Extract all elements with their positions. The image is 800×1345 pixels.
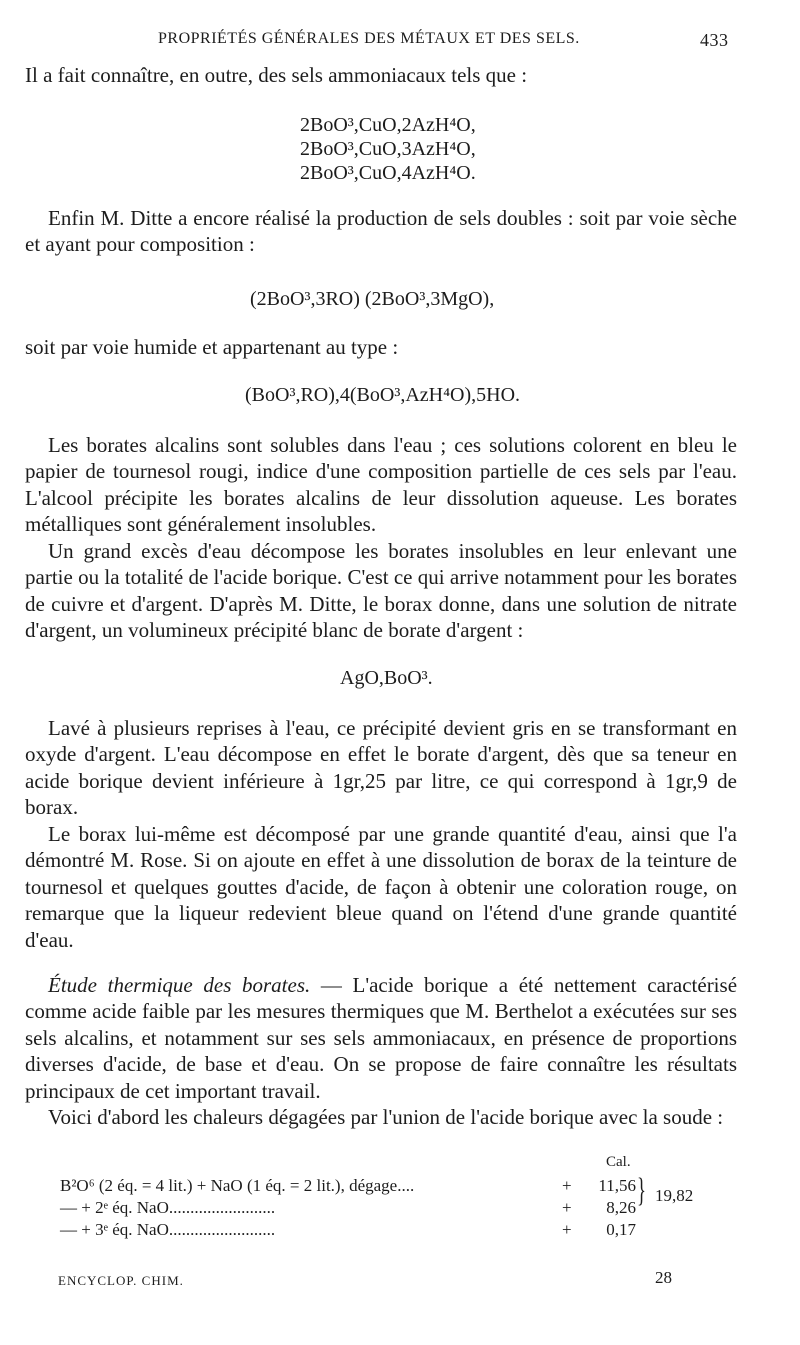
brace-icon: }: [637, 1172, 646, 1209]
row-value: 0,17: [606, 1220, 636, 1239]
signature-number: 28: [655, 1268, 672, 1287]
page-number: 433: [700, 30, 729, 50]
sum-value: 19,82: [655, 1186, 694, 1205]
running-title: PROPRIÉTÉS GÉNÉRALES DES MÉTAUX ET DES SELS.: [158, 30, 580, 47]
unit-label: Cal.: [606, 1154, 631, 1170]
row-sign: +: [562, 1176, 572, 1195]
paragraph-silver-oxide: Lavé à plusieurs reprises à l'eau, ce précipité devient gris en se transformant en oxyde d'argent. L'eau décompose en effet le borate d'argent, dès que sa teneur en acide borique devient inférieure à 1gr,25 par litre, ce qui correspond à 1gr,9 de borax.: [25, 716, 737, 820]
paragraph-wet-way: soit par voie humide et appartenant au type :: [25, 335, 399, 359]
footer-label: ENCYCLOP. CHIM.: [58, 1273, 184, 1288]
formula-silver-borate: AgO,BoO³.: [340, 667, 433, 689]
row-lead: — + 3ᵉ éq. NaO.........................: [60, 1220, 276, 1239]
formula-ammonia-3: 2BoO³,CuO,3AzH⁴O,: [300, 138, 476, 160]
formula-wet-type: (BoO³,RO),4(BoO³,AzH⁴O),5HO.: [245, 384, 521, 406]
section-title: Étude thermique des borates.: [48, 973, 311, 997]
row-value: 8,26: [606, 1198, 636, 1217]
formula-ammonia-4: 2BoO³,CuO,4AzH⁴O.: [300, 162, 476, 184]
paragraph-thermal-study: [25, 972, 737, 1104]
row-sign: +: [562, 1198, 572, 1217]
paragraph-borax-decomposition: Le borax lui-même est décomposé par une grande quantité d'eau, ainsi que l'a démontré M. Rose. Si on ajoute en effet à une dissolution de borax de la teinture de tournesol et quelques gouttes d'acide, de façon à obtenir une coloration rouge, on remarque que la liqueur redevient bleue quand on l'étend d'une grande quantité d'eau.: [25, 822, 737, 952]
paragraph-thermal-text: — L'acide borique a été nettement caractérisé comme acide faible par les mesures thermiques que M. Berthelot a exécutées sur ses sels alcalins, et notamment sur ses sels ammoniacaux, en présence de proportions diverses d'acide, de base et d'eau. On se propose de faire connaître les résultats principaux de cet important travail.: [25, 973, 738, 1103]
formula-ammonia-2: 2BoO³,CuO,2AzH⁴O,: [300, 114, 476, 136]
paragraph-alkaline-borates: Les borates alcalins sont solubles dans l'eau ; ces solutions colorent en bleu le papier de tournesol rougi, indice d'une composition partielle de ces sels par l'eau. L'alcool précipite les borates alcalins de leur dissolution aqueuse. Les borates métalliques sont généralement insolubles.: [25, 433, 737, 537]
paragraph-double-salts: Enfin M. Ditte a encore réalisé la production de sels doubles : soit par voie sèche et ayant pour composition :: [25, 206, 737, 257]
row-lead: — + 2ᵉ éq. NaO.........................: [60, 1198, 276, 1217]
formula-dry-way: (2BoO³,3RO) (2BoO³,3MgO),: [250, 288, 495, 310]
paragraph-heat-intro: Voici d'abord les chaleurs dégagées par l'union de l'acide borique avec la soude :: [48, 1105, 724, 1129]
row-lead: B²O⁶ (2 éq. = 4 lit.) + NaO (1 éq. = 2 lit.), dégage....: [60, 1176, 415, 1195]
row-sign: +: [562, 1220, 572, 1239]
row-value: 11,56: [598, 1176, 636, 1195]
running-header: [0, 30, 800, 56]
paragraph-water-excess: Un grand excès d'eau décompose les borates insolubles en leur enlevant une partie ou la totalité de l'acide borique. C'est ce qui arrive notamment pour les borates de cuivre et d'argent. D'après M. Ditte, le borax donne, dans une solution de nitrate d'argent, un volumineux précipité blanc de borate d'argent :: [25, 539, 737, 643]
paragraph-intro: Il a fait connaître, en outre, des sels ammoniacaux tels que :: [25, 63, 528, 87]
